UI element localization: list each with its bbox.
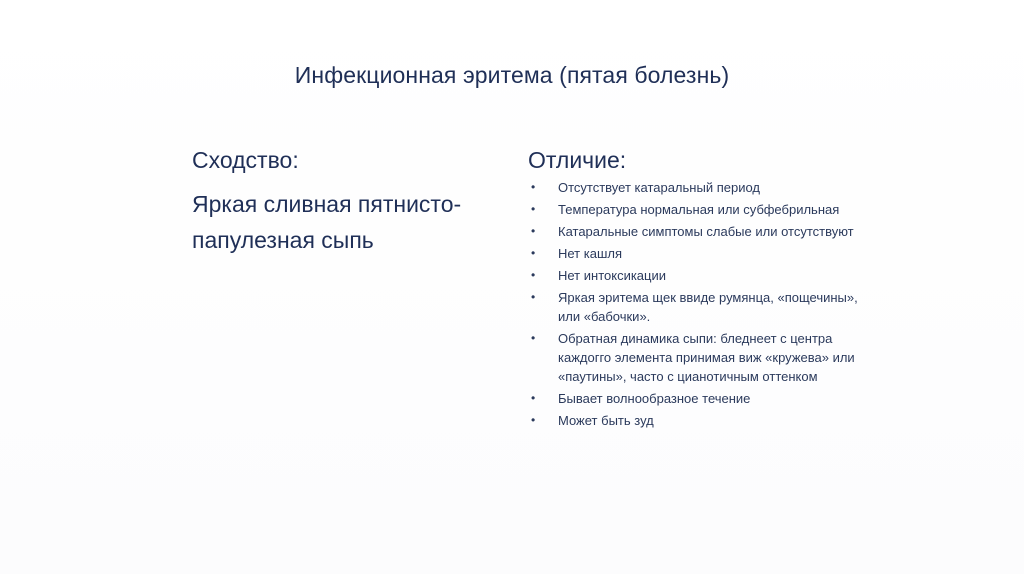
- slide-title: Инфекционная эритема (пятая болезнь): [294, 62, 730, 88]
- bullet-icon: •: [531, 413, 536, 427]
- bullet-icon: •: [531, 180, 536, 194]
- bullet-icon: •: [531, 246, 536, 260]
- list-item: [528, 389, 858, 408]
- difference-column: [528, 144, 858, 433]
- bullet-icon: •: [531, 268, 536, 282]
- list-item-text: Нет кашля: [558, 246, 623, 261]
- list-item: [528, 178, 858, 197]
- list-item-text: Может быть зуд: [558, 413, 654, 428]
- list-item-text: Отсутствует катаральный период: [558, 180, 760, 195]
- difference-heading: Отличие:: [528, 147, 627, 173]
- list-item-text: Температура нормальная или субфебрильная: [558, 202, 840, 217]
- list-item: [528, 329, 858, 386]
- list-item-text: Обратная динамика сыпи: бледнеет с центра каждогго элемента принимая виж «кружева» или «паутины», часто с цианотичным оттенком: [558, 331, 855, 384]
- bullet-icon: •: [531, 391, 536, 405]
- similarity-text: Яркая сливная пятнисто-папулезная сыпь: [192, 191, 462, 253]
- bullet-icon: •: [531, 331, 536, 345]
- difference-list: [528, 178, 858, 430]
- bullet-icon: •: [531, 224, 536, 238]
- list-item-text: Катаральные симптомы слабые или отсутствуют: [558, 224, 854, 239]
- list-item-text: Бывает волнообразное течение: [558, 391, 751, 406]
- list-item: [528, 244, 858, 263]
- list-item: [528, 222, 858, 241]
- bullet-icon: •: [531, 202, 536, 216]
- list-item: [528, 288, 858, 326]
- list-item: [528, 411, 858, 430]
- bullet-icon: •: [531, 290, 536, 304]
- list-item: [528, 200, 858, 219]
- list-item-text: Яркая эритема щек ввиде румянца, «пощечины», или «бабочки».: [558, 290, 858, 324]
- list-item: [528, 266, 858, 285]
- list-item-text: Нет интоксикации: [558, 268, 666, 283]
- similarity-heading: Сходство:: [192, 147, 299, 173]
- similarity-column: [192, 144, 512, 258]
